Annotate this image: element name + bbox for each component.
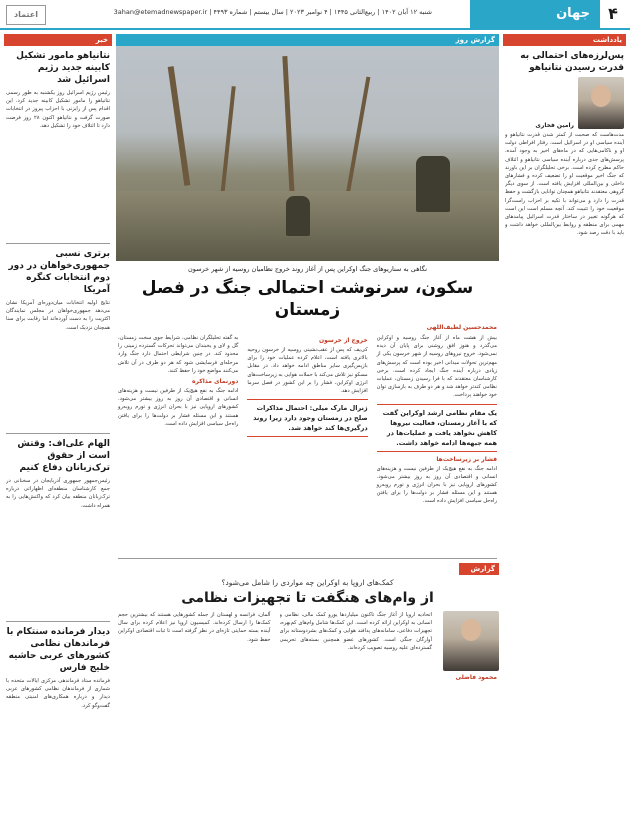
main-headline: سکون، سرنوشت احتمالی جنگ در فصل زمستان xyxy=(141,278,474,320)
opinion-column xyxy=(503,34,626,814)
news-item xyxy=(4,626,112,817)
opinion-body: مدت‌هاست که صحبت از کمتر شدن قدرت نتانیاهو و آینده سیاسی او در اسرائیل است. رفتار افراطی دولت او و ناکامی‌هایی که در ماه‌های اخیر به وجود آمده، پرسش‌های جدی درباره آینده سیاسی نتانیاهو و ائتلاف حاکم مطرح کرده است. برخی تحلیلگران بر این باورند که جنگ اخیر موقعیت او را تضعیف کرده و فشارهای داخلی و بین‌المللی افزایش یافته است. از سوی دیگر گروهی معتقدند نتانیاهو همچنان توانایی بازگشت و حفظ قدرت را دارد و می‌تواند با تکیه بر احزاب راست‌گرا موقعیت خود را تثبیت کند. آنچه مسلم است این است که هرگونه تغییر در ساختار قدرت اسرائیل پیامدهای مهمی برای منطقه و روابط بین‌المللی خواهد داشت و باید با دقت رصد شود. xyxy=(505,132,624,237)
pull-quote-2: ژنرال مارک میلی: احتمال مذاکرات صلح در زمستان وجود دارد زیرا روند درگیری‌ها کند خواهد شد. xyxy=(247,399,367,437)
author-block xyxy=(505,77,624,129)
opinion-headline: پس‌لرزه‌های احتمالی به قدرت رسیدن نتانیاهو xyxy=(520,51,624,73)
report-col-3b: ادامه جنگ به نفع هیچ‌یک از طرفین نیست و هزینه‌های انسانی و اقتصادی آن روز به روز بیشتر می‌شود. کشورهای اروپایی نیز با بحران انرژی و تورم روبه‌رو هستند و این مسئله فشار بر دولت‌ها را برای یافتن راه‌حل سیاسی افزایش داده است. xyxy=(118,388,239,427)
news-body-4: فرمانده ستاد فرماندهی مرکزی ایالات متحده با شماری از فرماندهان نظامی کشورهای عربی دیدار و درباره همکاری‌های امنیتی منطقه گفت‌وگو کرد. xyxy=(6,678,110,709)
news-item xyxy=(4,248,112,429)
second-kicker-tab: گزارش xyxy=(459,563,499,575)
report-body xyxy=(116,334,499,554)
news-headline-2: برتری نسبی جمهوری‌خواهان در دور دوم انتخابات کنگره آمریکا xyxy=(8,249,110,295)
pull-quote-1: یک مقام نظامی ارشد اوکراین گفت که با آغاز زمستان، فعالیت نیروها کاهش نخواهد یافت و عملیات‌ها در همه جبهه‌ها ادامه خواهد داشت. xyxy=(377,404,497,452)
news-headline-1: نتانیاهو مامور تشکیل کابینه جدید رژیم اسرائیل شد xyxy=(16,51,110,85)
subhead-3: دورنمای مذاکره xyxy=(191,378,239,386)
second-author: محمود فاضلی xyxy=(455,674,497,681)
section-title: جهان xyxy=(470,0,600,28)
news-body-1: رئیس رژیم اسرائیل روز یکشنبه به طور رسمی نتانیاهو را مامور تشکیل کابینه جدید کرد. این اقدام پس از رایزنی با احزاب پیروز در انتخابات صورت گرفت و نتانیاهو اکنون ۲۸ روز فرصت دارد تا ائتلاف خود را تشکیل دهد. xyxy=(6,90,110,129)
news-item xyxy=(4,438,112,617)
second-body xyxy=(116,611,499,751)
war-photo xyxy=(116,46,499,261)
report-col-4: ادامه جنگ به نفع هیچ‌یک از طرفین نیست و هزینه‌های انسانی و اقتصادی آن روز به روز بیشتر می‌شود. کشورهای اروپایی نیز با بحران انرژی و تورم روبه‌رو هستند و این مسئله فشار بر دولت‌ها را برای یافتن راه‌حل سیاسی افزایش داده است. xyxy=(376,465,497,505)
page-number: ۴ xyxy=(608,4,618,23)
report-col-1: بیش از هشت ماه از آغاز جنگ روسیه و اوکراین می‌گذرد و هنوز افق روشنی برای پایان آن دیده نمی‌شود. خروج نیروهای روسیه از شهر خرسون یکی از مهم‌ترین تحولات میدانی اخیر بوده است که پرسش‌های زیادی درباره آینده جنگ ایجاد کرده است. برخی کارشناسان معتقدند که با فرا رسیدن زمستان، عملیات نظامی کندتر خواهد شد و هر دو طرف به بازسازی توان خود خواهند پرداخت. xyxy=(376,335,497,399)
news-headline-3: الهام علی‌اف: وقتش است از حقوق ترک‌زبانان دفاع کنیم xyxy=(17,439,110,473)
news-body-3: رئیس‌جمهور جمهوری آذربایجان در سخنانی در جمع کارشناسان منطقه‌ای اظهاراتی درباره ترک‌زبانان منطقه بیان کرد که واکنش‌هایی را به همراه داشت. xyxy=(6,478,110,509)
subhead-1: فشار بر زیرساخت‌ها xyxy=(436,455,497,463)
author-portrait xyxy=(578,77,624,129)
main-report xyxy=(116,34,499,814)
second-body-2: آلمان، فرانسه و لهستان از جمله کشورهایی هستند که بیشترین حجم کمک‌ها را ارسال کرده‌اند. کمیسیون اروپا نیز اعلام کرده برای سال آینده بسته حمایتی تازه‌ای در نظر گرفته است تا ثبات اقتصادی اوکراین حفظ شود. xyxy=(118,612,271,643)
news-kicker: خبر xyxy=(4,34,112,46)
opinion-kicker: یادداشت xyxy=(503,34,626,46)
report-col-2: کی‌یف که پس از عقب‌نشینی روسیه از خرسون روحیه بالاتری یافته است، اعلام کرده عملیات خود را برای بازپس‌گیری سایر مناطق ادامه خواهد داد. در مقابل مسکو نیز تلاش می‌کند با حملات هوایی به زیرساخت‌های انرژی اوکراین، فشار را بر این کشور در فصل سرما افزایش دهد. xyxy=(247,347,368,395)
report-col-3: به گفته تحلیلگران نظامی، شرایط جوی سخت زمستان، گل و لای و یخبندان می‌تواند تحرکات گسترده زمینی را محدود کند. در چنین شرایطی احتمال دارد جنگ وارد مرحله‌ای فرسایشی شود که هر دو طرف در آن تلاش می‌کنند مواضع خود را حفظ کنند. xyxy=(118,335,239,374)
masthead xyxy=(0,0,630,30)
news-item xyxy=(4,50,112,239)
report-author: محمدحسین لطیف‌اللهی xyxy=(426,324,497,331)
second-subtitle: کمک‌های اروپا به اوکراین چه مواردی را شامل می‌شود؟ xyxy=(221,578,394,587)
subhead-2: خروج از خرسون xyxy=(319,337,368,344)
newspaper-logo: اعتماد xyxy=(6,5,46,25)
report-kicker: گزارش روز xyxy=(116,34,499,46)
news-body-2: نتایج اولیه انتخابات میان‌دوره‌ای آمریکا نشان می‌دهد جمهوری‌خواهان در مجلس نمایندگان اکثریت را به دست آورده‌اند اما رقابت برای سنا همچنان نزدیک است. xyxy=(6,300,110,331)
photo-caption: نگاهی به سناریوهای جنگ اوکراین پس از آغاز روند خروج نظامیان روسیه از شهر خرسون xyxy=(187,265,428,273)
news-headline-4: دیدار فرمانده سنتکام با فرماندهان نظامی کشورهای عربی حاشیه خلیج فارس xyxy=(6,627,110,673)
second-headline: از وام‌های هنگفت تا تجهیزات نظامی xyxy=(181,590,434,606)
news-column xyxy=(4,34,112,814)
second-body-1: اتحادیه اروپا از آغاز جنگ تاکنون میلیاردها یورو کمک مالی، نظامی و انسانی به اوکراین ارائه کرده است. این کمک‌ها شامل وام‌های کم‌بهره، تجهیزات دفاعی، سامانه‌های پدافند هوایی و کمک‌های بشردوستانه برای آوارگان جنگی است. کشورهای عضو همچنین بسته‌های تحریمی گسترده‌ای علیه روسیه تصویب کرده‌اند. xyxy=(279,612,432,651)
second-author-portrait xyxy=(443,611,499,671)
author-name: رامین فخاری xyxy=(535,122,574,129)
issue-info: شنبه ۱۲ آبان ۱۴۰۲ | ربیع‌الثانی ۱۴۴۵ | ۴ نوامبر ۲۰۲۳ | سال بیستم | شماره ۴۴۹۳ | 3ahan@etemadnewspaper.ir xyxy=(113,8,432,16)
